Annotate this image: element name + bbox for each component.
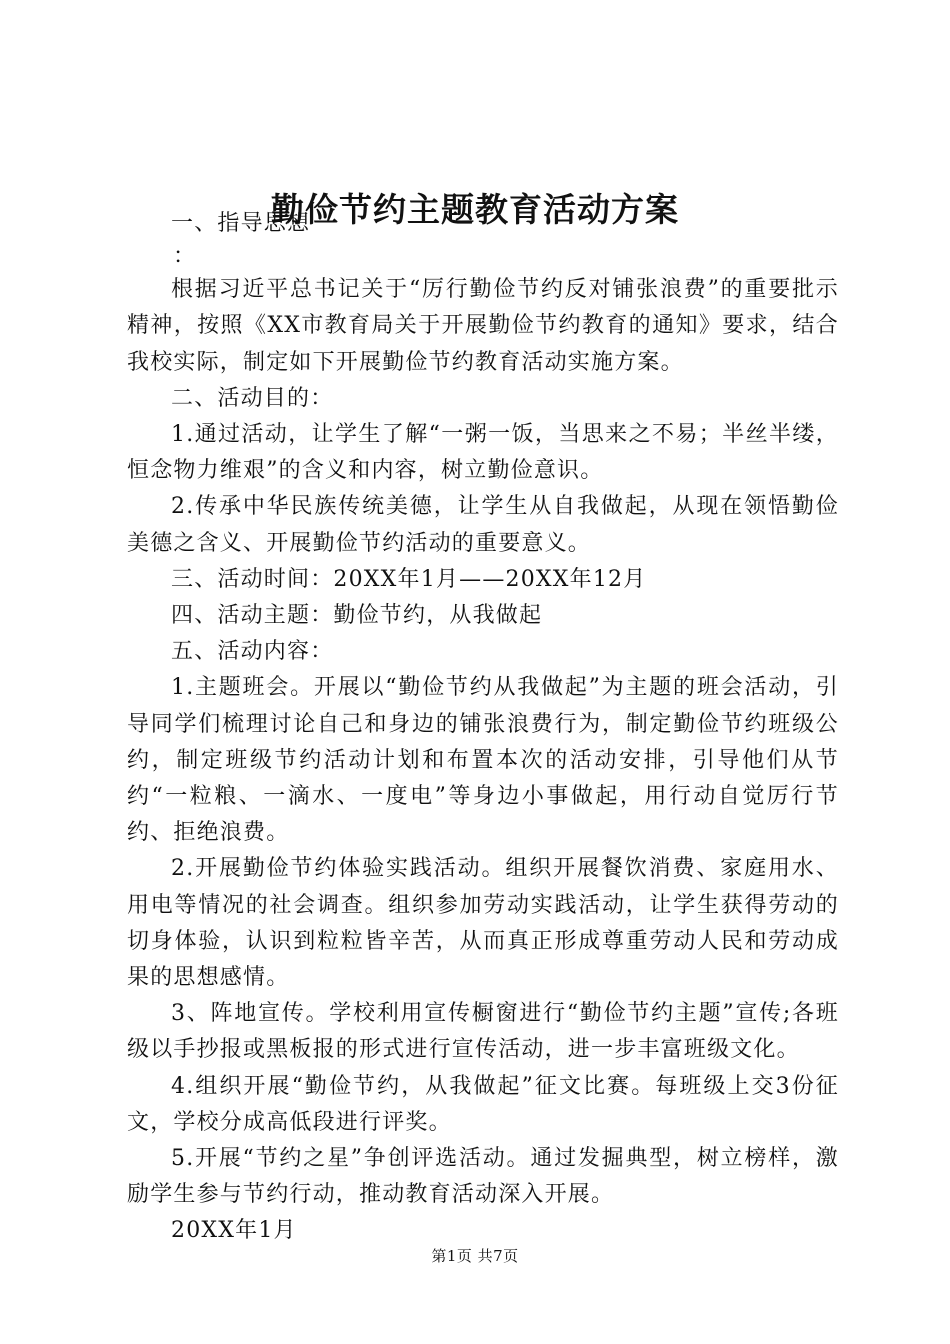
document-date: 20XX年1月 <box>171 1218 297 1244</box>
section-heading-purpose: 二、活动目的： <box>171 385 334 411</box>
document-title: 勤俭节约主题教育活动方案 <box>271 190 679 229</box>
content-item-2: 2.开展勤俭节约体验实践活动。组织开展餐饮消费、家庭用水、用电等情况的社会调查。组织参加劳动实践活动，让学生获得劳动的切身体验，认识到粒粒皆辛苦，从而真正形成尊重劳动人民和劳动成果的思想感情。 <box>127 856 839 991</box>
section-heading-time: 三、活动时间：20XX年1月——20XX年12月 <box>171 566 647 592</box>
content-item-4: 4.组织开展“勤俭节约，从我做起”征文比赛。每班级上交3份征文，学校分成高低段进行评奖。 <box>127 1073 839 1135</box>
purpose-item-1: 1.通过活动，让学生了解“一粥一饭，当思来之不易；半丝半缕，恒念物力维艰”的含义和内容，树立勤俭意识。 <box>127 422 839 484</box>
content-item-5: 5.开展“节约之星”争创评选活动。通过发掘典型，树立榜样，激励学生参与节约行动，推动教育活动深入开展。 <box>127 1146 839 1208</box>
paragraph-basis: 根据习近平总书记关于“厉行勤俭节约反对铺张浪费”的重要批示精神，按照《XX市教育局关于开展勤俭节约教育的通知》要求，结合我校实际，制定如下开展勤俭节约教育活动实施方案。 <box>127 277 839 375</box>
purpose-item-2: 2.传承中华民族传统美德，让学生从自我做起，从现在领悟勤俭美德之含义、开展勤俭节约活动的重要意义。 <box>127 494 839 556</box>
section-heading-theme: 四、活动主题：勤俭节约，从我做起 <box>171 603 543 629</box>
section-heading-guiding-thought: 一、指导思想 <box>171 211 311 236</box>
page-footer: 第1页 共7页 <box>431 1247 519 1265</box>
content-item-1: 1.主题班会。开展以“勤俭节约从我做起”为主题的班会活动，引导同学们梳理讨论自己和身边的铺张浪费行为，制定勤俭节约班级公约，制定班级节约活动计划和布置本次的活动安排，引导他们从节约“一粒粮、一滴水、一度电”等身边小事做起，用行动自觉厉行节约、拒绝浪费。 <box>127 675 839 846</box>
content-item-3: 3、阵地宣传。学校利用宣传橱窗进行“勤俭节约主题”宣传;各班级以手抄报或黑板报的形式进行宣传活动，进一步丰富班级文化。 <box>127 1001 839 1063</box>
colon-line: ： <box>173 244 197 270</box>
section-heading-content: 五、活动内容： <box>171 639 334 665</box>
document-body <box>127 206 839 1250</box>
